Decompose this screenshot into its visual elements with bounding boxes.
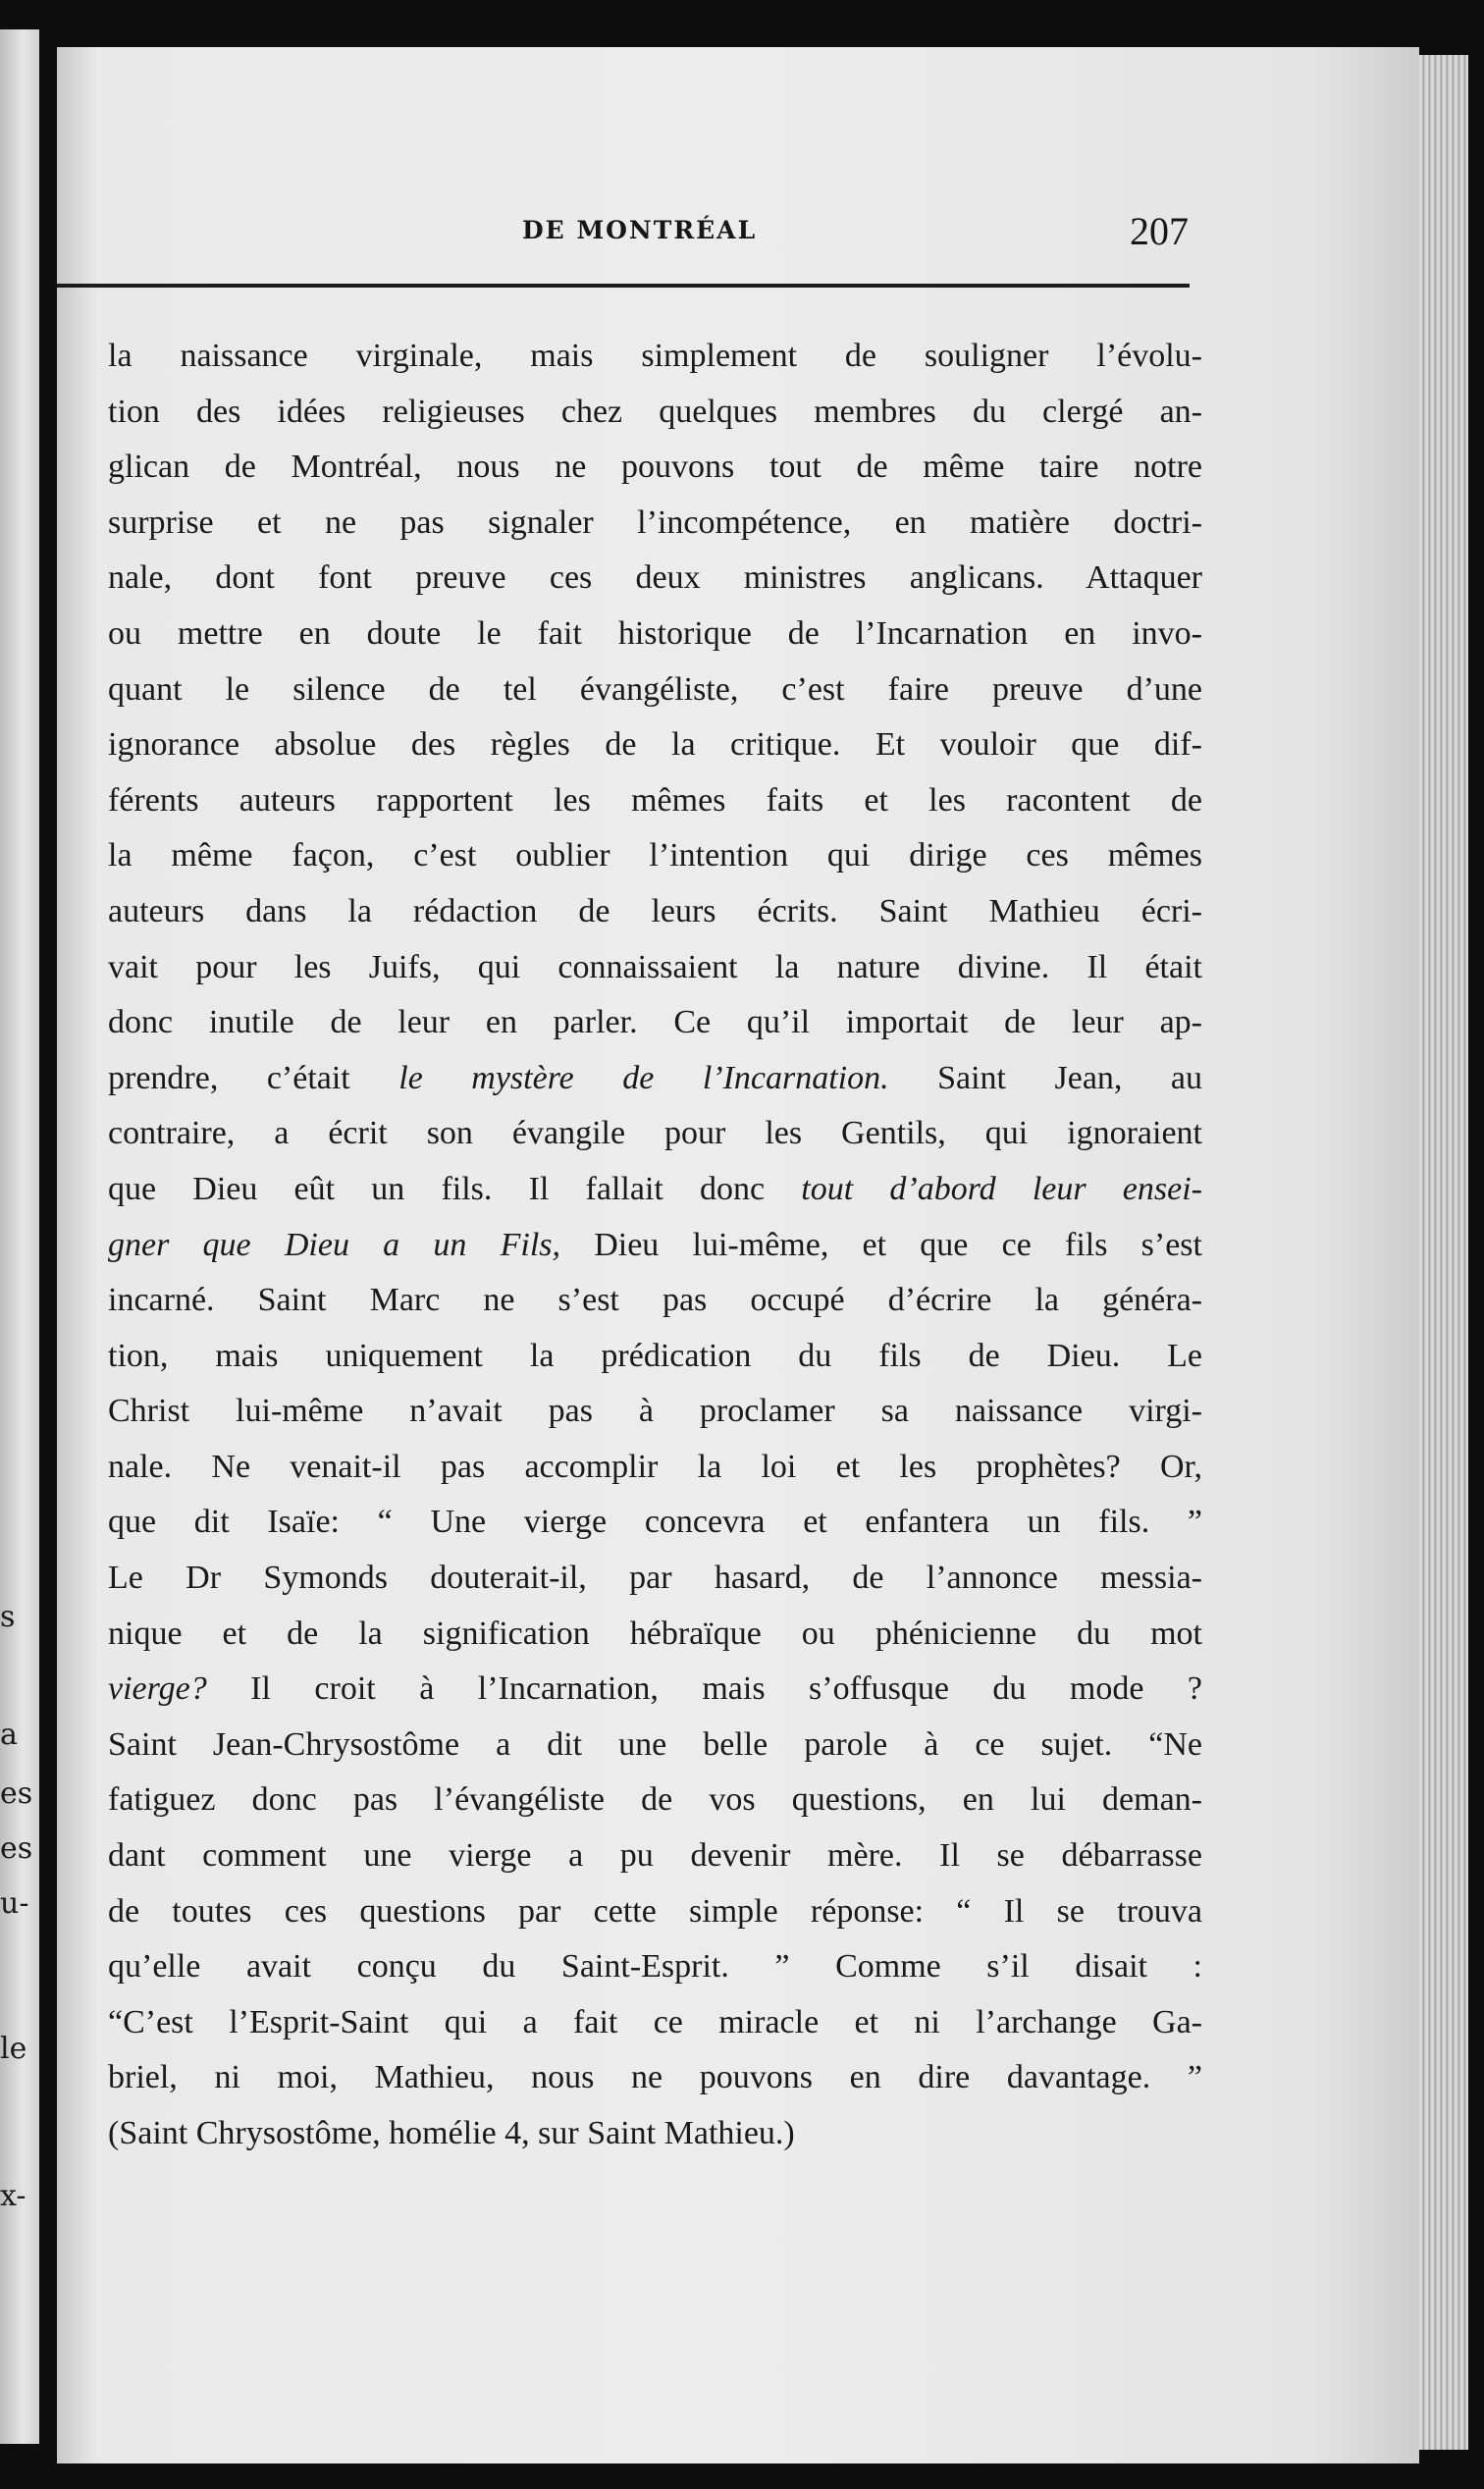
text-segment: vait pour les Juifs, qui connaissaient la nature divine. Il était (108, 948, 1202, 985)
text-segment: la naissance virginale, mais simplement de souligner l’évolu- (108, 338, 1202, 374)
text-segment: contraire, a écrit son évangile pour les Gentils, qui ignoraient (108, 1115, 1202, 1152)
text-line (108, 1218, 1202, 1274)
facing-page-fragment: le (0, 2032, 27, 2066)
text-segment: nale, dont font preuve ces deux ministres anglicans. Attaquer (108, 559, 1202, 597)
text-segment: surprise et ne pas signaler l’incompétence, en matière doctri- (108, 503, 1202, 541)
body-text (108, 329, 1202, 2162)
text-segment: ou mettre en doute le fait historique de l’Incarnation en invo- (108, 614, 1202, 652)
text-line (108, 385, 1202, 441)
text-line (108, 884, 1202, 940)
italic-text-segment: gner que Dieu a un Fils, (108, 1226, 560, 1263)
facing-page-fragment: s (0, 1600, 16, 1634)
text-segment: Saint Jean, au (888, 1059, 1202, 1096)
text-segment: Saint Jean-Chrysostôme a dit une belle parole à ce sujet. “Ne (108, 1725, 1202, 1763)
text-line (108, 1495, 1202, 1551)
text-segment: que Dieu eût un fils. Il fallait donc (108, 1170, 802, 1207)
text-line (108, 1773, 1202, 1828)
text-line (108, 1440, 1202, 1496)
text-line (108, 2050, 1202, 2106)
text-line (108, 773, 1202, 829)
facing-page-fragment: es (0, 1776, 33, 1811)
italic-text-segment: tout d’abord leur ensei- (801, 1170, 1202, 1207)
text-segment: férents auteurs rapportent les mêmes faits et les racontent de (108, 781, 1202, 819)
facing-page-fragment: u- (0, 1886, 29, 1921)
text-line (108, 1051, 1202, 1107)
page-number: 207 (1130, 209, 1189, 253)
text-segment: dant comment une vierge a pu devenir mère. Il se débarrasse (108, 1837, 1202, 1875)
text-line (108, 1718, 1202, 1774)
text-segment: que dit Isaïe: “ Une vierge concevra et enfantera un fils. ” (108, 1504, 1202, 1541)
text-line (108, 1273, 1202, 1329)
text-line (108, 2106, 1202, 2162)
text-line (108, 1662, 1202, 1718)
text-segment: “C’est l’Esprit-Saint qui a fait ce miracle et ni l’archange Ga- (108, 2003, 1202, 2040)
text-segment: donc inutile de leur en parler. Ce qu’il importait de leur ap- (108, 1004, 1202, 1041)
text-line (108, 1607, 1202, 1663)
text-line (108, 440, 1202, 496)
italic-text-segment: le mystère de l’Incarnation. (398, 1059, 889, 1096)
italic-text-segment: vierge? (108, 1670, 207, 1708)
text-line (108, 1828, 1202, 1884)
text-line (108, 940, 1202, 996)
text-segment: Christ lui-même n’avait pas à proclamer sa naissance virgi- (108, 1393, 1202, 1430)
facing-page-fragment: x- (0, 2179, 26, 2213)
text-segment: nale. Ne venait-il pas accomplir la loi et les prophètes? Or, (108, 1448, 1202, 1485)
text-line (108, 496, 1202, 552)
text-line (108, 1551, 1202, 1607)
text-line (108, 1162, 1202, 1218)
text-segment: Le Dr Symonds douterait-il, par hasard, de l’annonce messia- (108, 1560, 1202, 1597)
text-line (108, 995, 1202, 1051)
text-segment: tion, mais uniquement la prédication du fils de Dieu. Le (108, 1337, 1202, 1374)
text-segment: glican de Montréal, nous ne pouvons tout de même taire notre (108, 449, 1202, 486)
text-line (108, 1106, 1202, 1162)
text-line (108, 1995, 1202, 2051)
facing-page-edge (0, 29, 39, 2444)
text-segment: briel, ni moi, Mathieu, nous ne pouvons en dire davantage. ” (108, 2059, 1202, 2096)
text-segment: nique et de la signification hébraïque ou phénicienne du mot (108, 1615, 1202, 1652)
text-segment: de toutes ces questions par cette simple réponse: “ Il se trouva (108, 1892, 1202, 1930)
text-segment: tion des idées religieuses chez quelques membres du clergé an- (108, 393, 1202, 430)
text-segment: auteurs dans la rédaction de leurs écrits. Saint Mathieu écri- (108, 892, 1202, 929)
facing-page-fragment: a (0, 1718, 18, 1752)
text-segment: Dieu lui-même, et que ce fils s’est (560, 1226, 1202, 1263)
text-line (108, 717, 1202, 773)
header-rule (57, 284, 1190, 288)
facing-page-fragment: es (0, 1831, 33, 1866)
text-line (108, 329, 1202, 385)
text-segment: ignorance absolue des règles de la critique. Et vouloir que dif- (108, 726, 1202, 764)
text-segment: la même façon, c’est oublier l’intention qui dirige ces mêmes (108, 837, 1202, 874)
text-line (108, 662, 1202, 718)
page-edges (1419, 55, 1468, 2450)
text-segment: quant le silence de tel évangéliste, c’est faire preuve d’une (108, 670, 1202, 708)
text-segment: fatiguez donc pas l’évangéliste de vos questions, en lui deman- (108, 1781, 1202, 1819)
running-title: DE MONTRÉAL (522, 216, 758, 244)
page-header (57, 165, 1189, 253)
text-line (108, 1939, 1202, 1995)
text-line (108, 551, 1202, 607)
text-segment: qu’elle avait conçu du Saint-Esprit. ” Comme s’il disait : (108, 1948, 1202, 1986)
text-line (108, 828, 1202, 884)
text-line (108, 1329, 1202, 1385)
text-segment: incarné. Saint Marc ne s’est pas occupé d’écrire la généra- (108, 1282, 1202, 1319)
text-line (108, 1384, 1202, 1440)
text-segment: (Saint Chrysostôme, homélie 4, sur Saint Mathieu.) (108, 2115, 795, 2151)
text-line (108, 607, 1202, 662)
text-segment: Il croit à l’Incarnation, mais s’offusque du mode ? (206, 1670, 1202, 1708)
text-line (108, 1884, 1202, 1940)
text-segment: prendre, c’était (108, 1059, 399, 1096)
